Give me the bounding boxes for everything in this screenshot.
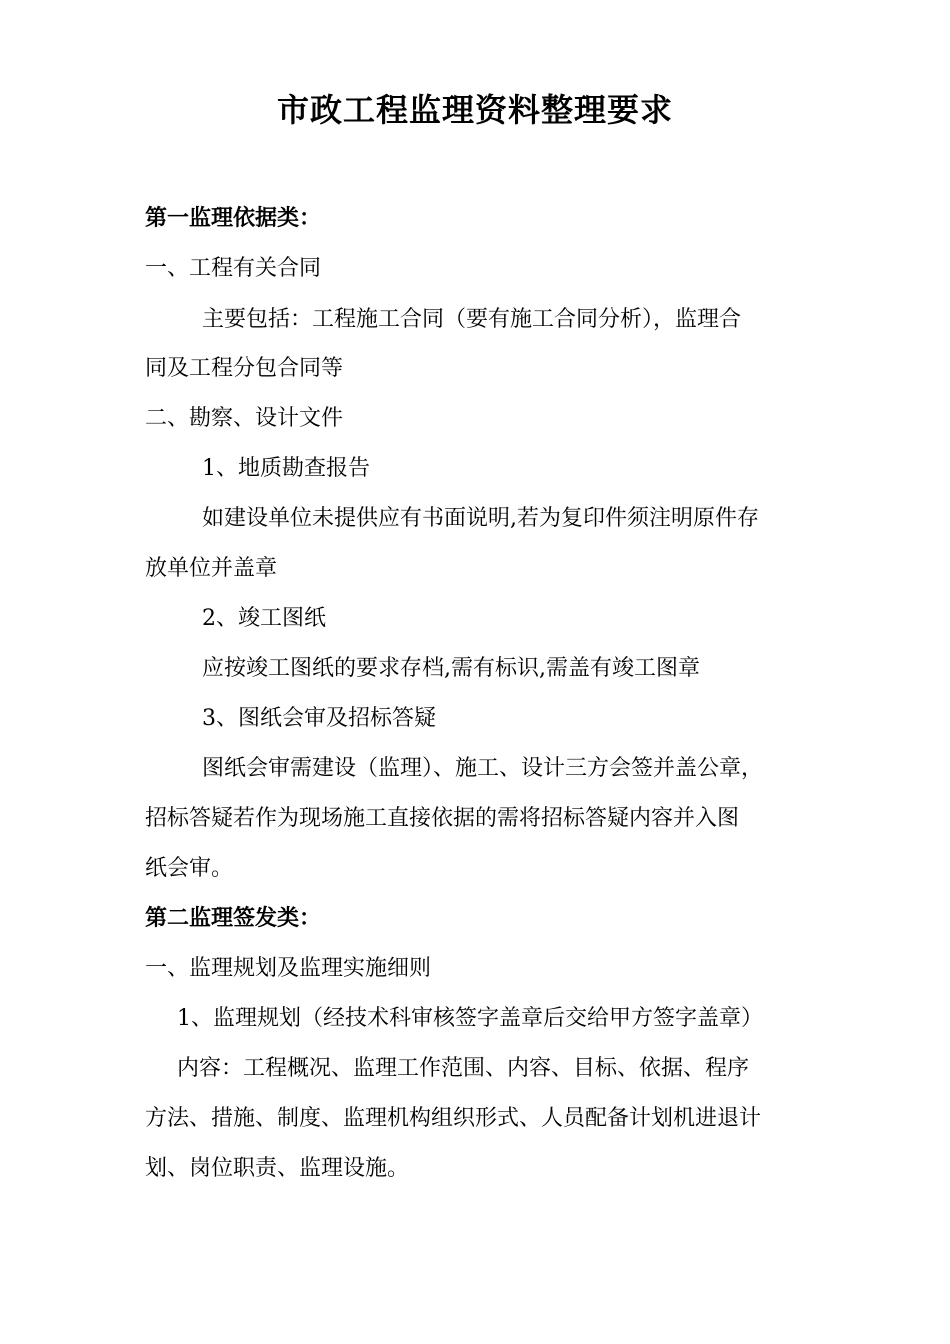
paragraph-plan-content-line2: 方法、措施、制度、监理机构组织形式、人员配备计划机进退计 [145,1106,762,1131]
item-title-supervision-plan: 一、监理规划及监理实施细则 [145,956,432,981]
subitem-title-drawing-review: 3、图纸会审及招标答疑 [202,706,436,731]
document-title: 市政工程监理资料整理要求 [276,91,673,129]
paragraph-drawing-review-line1: 图纸会审需建设（监理）、施工、设计三方会签并盖公章， [202,756,764,781]
paragraph-contracts-line1: 主要包括：工程施工合同（要有施工合同分析），监理合 [202,307,742,332]
item-title-contracts: 一、工程有关合同 [145,256,322,281]
subitem-title-supervision-plan: 1、监理规划（经技术科审核签字盖章后交给甲方签字盖章） [177,1006,763,1031]
subitem-title-as-built-drawings: 2、竣工图纸 [202,606,326,631]
paragraph-drawing-review-line3: 纸会审。 [145,856,234,881]
paragraph-as-built-line1: 应按竣工图纸的要求存档,需有标识,需盖有竣工图章 [202,656,700,681]
paragraph-contracts-line2: 同及工程分包合同等 [145,356,344,381]
paragraph-geology-line2: 放单位并盖章 [145,556,278,581]
section-heading-basis: 第一监理依据类： [145,206,322,231]
paragraph-plan-content-line1: 内容：工程概况、监理工作范围、内容、目标、依据、程序 [177,1056,750,1081]
paragraph-geology-line1: 如建设单位未提供应有书面说明,若为复印件须注明原件存 [202,506,759,531]
subitem-title-geology-report: 1、地质勘查报告 [202,456,370,481]
paragraph-drawing-review-line2: 招标答疑若作为现场施工直接依据的需将招标答疑内容并入图 [145,806,740,831]
paragraph-plan-content-line3: 划、岗位职责、监理设施。 [145,1156,410,1181]
section-heading-issuance: 第二监理签发类： [145,906,322,931]
item-title-design-files: 二、勘察、设计文件 [145,406,344,431]
